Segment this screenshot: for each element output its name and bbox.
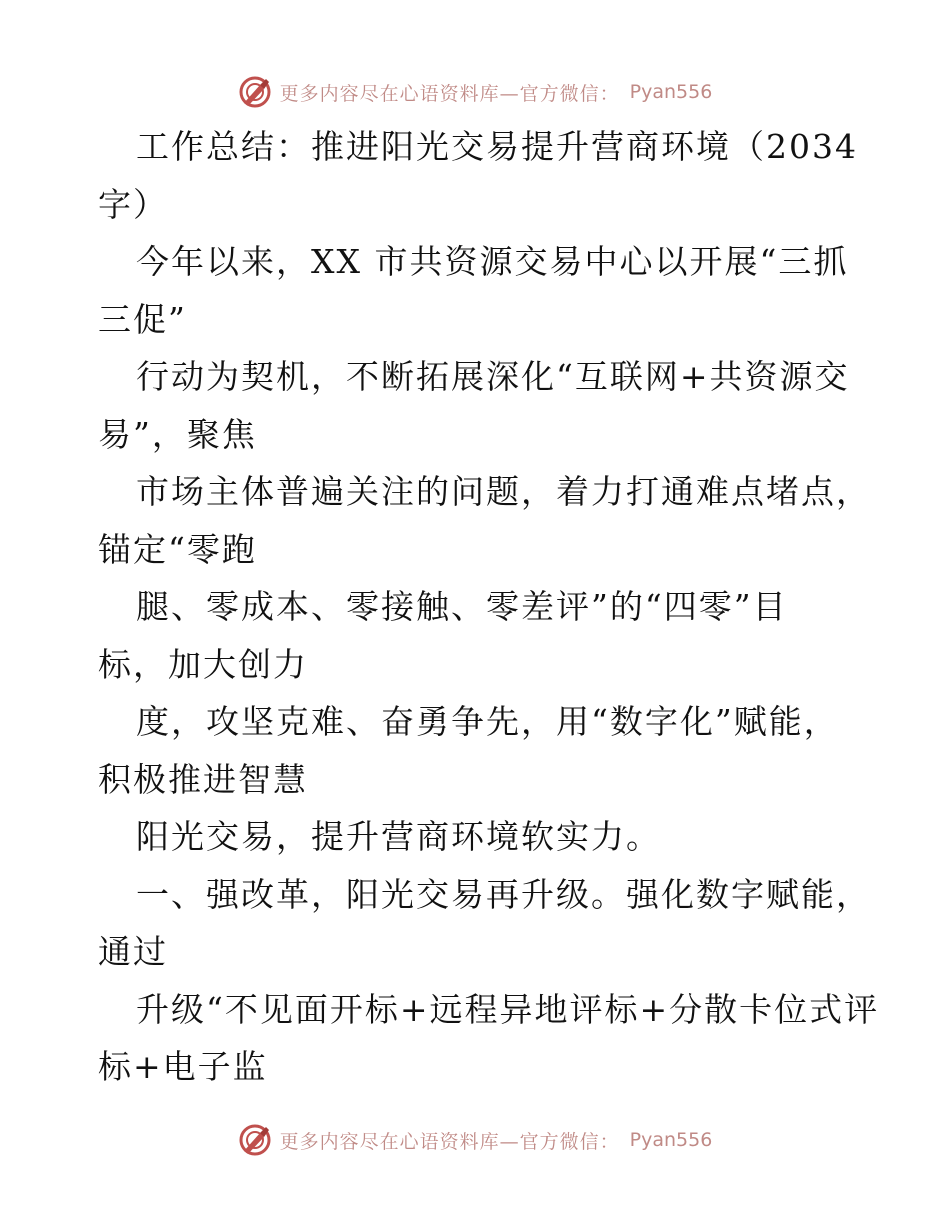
watermark-text: 更多内容尽在心语资料库—官方微信： — [279, 82, 620, 105]
text-line: 市场主体普遍关注的问题，着力打通难点堵点， — [136, 472, 871, 511]
text-line: 锚定“零跑 — [98, 529, 257, 569]
text-line: 今年以来，XX 市共资源交易中心以开展“三抓 — [136, 242, 849, 281]
header-watermark — [0, 72, 950, 112]
text-line: 字） — [98, 184, 168, 224]
text-line: 工作总结：推进阳光交易提升营商环境（2034 — [136, 127, 858, 166]
text-line: 标，加大创力 — [98, 644, 308, 684]
text-line: 腿、零成本、零接触、零差评”的“四零”目 — [136, 587, 788, 626]
text-line: 一、强改革，阳光交易再升级。强化数字赋能， — [136, 874, 871, 914]
pen-logo-icon — [238, 75, 272, 109]
text-line: 行动为契机，不断拓展深化“互联网+共资源交 — [136, 357, 850, 396]
text-line: 度，攻坚克难、奋勇争先，用“数字化”赋能， — [136, 702, 839, 741]
watermark-wechat-id: Pyan556 — [629, 1129, 713, 1151]
text-line: 标+电子监 — [98, 1047, 268, 1086]
text-line: 阳光交易，提升营商环境软实力。 — [136, 817, 661, 856]
watermark-wechat-id: Pyan556 — [629, 81, 713, 103]
document-body — [98, 118, 880, 1096]
text-line: 通过 — [98, 932, 168, 971]
text-line: 升级“不见面开标+远程异地评标+分散卡位式评 — [136, 989, 880, 1029]
text-line: 三促” — [98, 299, 187, 339]
footer-watermark — [0, 1120, 950, 1160]
pen-logo-icon — [238, 1123, 272, 1157]
text-line: 易”，聚焦 — [98, 414, 257, 454]
text-line: 积极推进智慧 — [98, 759, 308, 799]
watermark-text: 更多内容尽在心语资料库—官方微信： — [279, 1130, 620, 1153]
